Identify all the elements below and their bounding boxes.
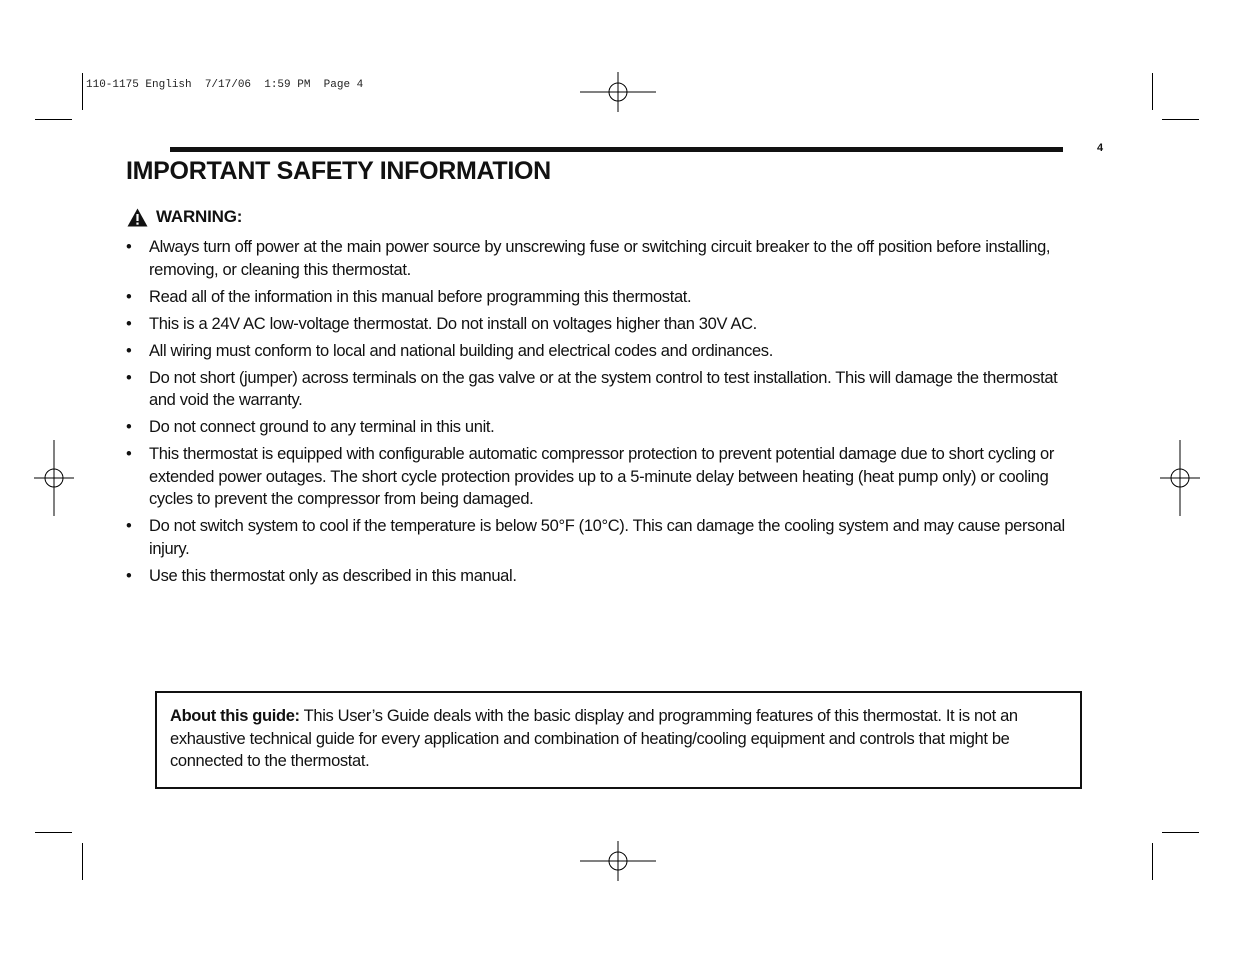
about-guide-label: About this guide: xyxy=(170,707,300,725)
header-rule xyxy=(170,147,1063,152)
list-item: • Use this thermostat only as described in this manual. xyxy=(126,565,1086,588)
registration-mark-left-icon xyxy=(34,440,74,516)
page-number: 4 xyxy=(1097,142,1104,154)
registration-mark-top-icon xyxy=(580,72,656,112)
crop-mark-top-right-vertical xyxy=(1152,73,1153,110)
print-slug: 110-1175 English 7/17/06 1:59 PM Page 4 xyxy=(86,79,364,91)
list-item: • This thermostat is equipped with configurable automatic compressor protection to prevent potential damage due to short cycling or extended power outages. The short cycle protection provides up to a 5-minute delay between heating (heat pump only) or cooling cycles to prevent the compressor from being damaged. xyxy=(126,443,1086,511)
registration-mark-right-icon xyxy=(1160,440,1200,516)
crop-mark-bottom-left-horizontal xyxy=(35,832,72,833)
list-item: • Always turn off power at the main power source by unscrewing fuse or switching circuit breaker to the off position before installing, removing, or cleaning this thermostat. xyxy=(126,236,1086,281)
warning-heading xyxy=(127,207,242,227)
list-item: • Do not short (jumper) across terminals on the gas valve or at the system control to test installation. This will damage the thermostat and void the warranty. xyxy=(126,367,1086,412)
list-item: • Do not switch system to cool if the temperature is below 50°F (10°C). This can damage the cooling system and may cause personal injury. xyxy=(126,515,1086,560)
list-item: • This is a 24V AC low-voltage thermostat. Do not install on voltages higher than 30V AC. xyxy=(126,313,1086,336)
crop-mark-bottom-left-vertical xyxy=(82,843,83,880)
list-item: • All wiring must conform to local and national building and electrical codes and ordinances. xyxy=(126,340,1086,363)
about-guide-text: This User’s Guide deals with the basic display and programming features of this thermostat. It is not an exhaustive technical guide for every application and combination of heating/cooling equipment and controls that might be connected to the thermostat. xyxy=(170,707,1018,770)
warning-triangle-icon xyxy=(127,208,148,227)
crop-mark-bottom-right-vertical xyxy=(1152,843,1153,880)
warning-label: WARNING: xyxy=(156,207,243,226)
safety-bullet-list xyxy=(126,236,1086,592)
list-item: • Do not connect ground to any terminal in this unit. xyxy=(126,416,1086,439)
crop-mark-bottom-right-horizontal xyxy=(1162,832,1199,833)
crop-mark-top-left-vertical xyxy=(82,73,83,110)
crop-mark-top-left-horizontal xyxy=(35,119,72,120)
registration-mark-bottom-icon xyxy=(580,841,656,881)
list-item: • Read all of the information in this manual before programming this thermostat. xyxy=(126,286,1086,309)
page-title: IMPORTANT SAFETY INFORMATION xyxy=(126,157,551,185)
about-guide-box xyxy=(155,691,1082,789)
crop-mark-top-right-horizontal xyxy=(1162,119,1199,120)
